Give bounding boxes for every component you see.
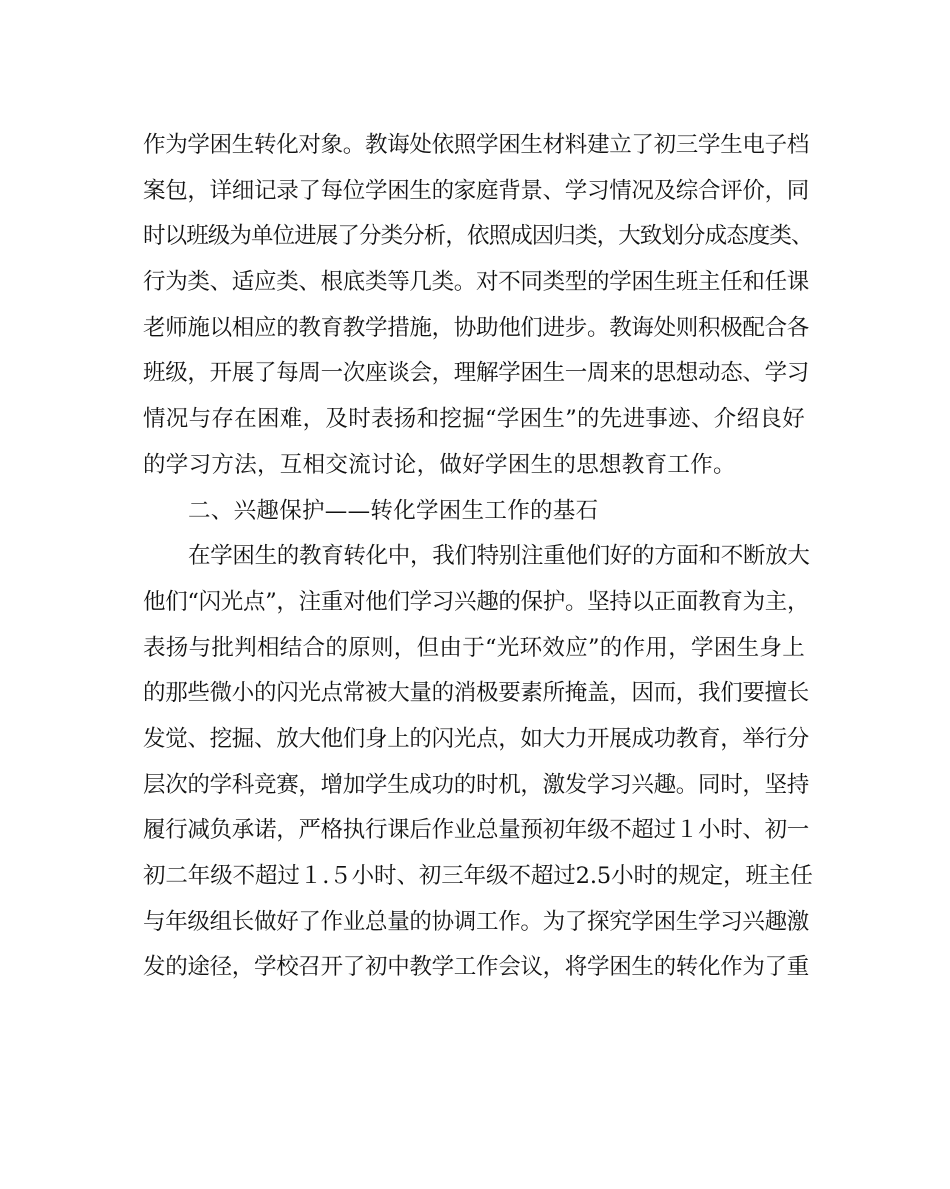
section-heading: 二、兴趣保护——转化学困生工作的基石 — [188, 497, 599, 524]
text-line: 层次的学科竞赛，增加学生成功的时机，激发学习兴趣。同时，坚持 — [143, 771, 810, 798]
text-line: 老师施以相应的教育教学措施，协助他们进步。教诲处则积极配合各 — [143, 314, 810, 341]
text-line: 表扬与批判相结合的原则，但由于“光环效应”的作用，学困生身上 — [143, 634, 806, 661]
text-line: 的那些微小的闪光点常被大量的消极要素所掩盖，因而，我们要擅长 — [143, 680, 810, 707]
body-text — [143, 123, 813, 991]
text-line: 初二年级不超过１.５小时、初三年级不超过2.5小时的规定，班主任 — [143, 863, 813, 889]
text-line: 情况与存在困难，及时表扬和挖掘“学困生”的先进事迹、介绍良好 — [143, 406, 806, 433]
text-line: 作为学困生转化对象。教诲处依照学困生材料建立了初三学生电子档 — [143, 132, 810, 158]
text-line: 时以班级为单位进展了分类分析，依照成因归类，大致划分成态度类、 — [143, 223, 813, 250]
text-line: 在学困生的教育转化中，我们特别注重他们好的方面和不断放大 — [188, 543, 810, 570]
text-line: 发觉、挖掘、放大他们身上的闪光点，如大力开展成功教育，举行分 — [143, 725, 810, 752]
text-line: 的学习方法，互相交流讨论，做好学困生的思想教育工作。 — [143, 451, 736, 478]
text-line: 班级，开展了每周一次座谈会，理解学困生一周来的思想动态、学习 — [143, 360, 810, 387]
text-line: 与年级组长做好了作业总量的协调工作。为了探究学困生学习兴趣激 — [143, 908, 810, 935]
text-line: 案包，详细记录了每位学困生的家庭背景、学习情况及综合评价，同 — [143, 177, 810, 204]
text-line: 行为类、适应类、根底类等几类。对不同类型的学困生班主任和任课 — [143, 269, 810, 296]
text-line: 他们“闪光点”，注重对他们学习兴趣的保护。坚持以正面教育为主， — [143, 588, 810, 615]
text-line: 履行减负承诺，严格执行课后作业总量预初年级不超过１小时、初一 — [143, 817, 810, 844]
text-line: 发的途径，学校召开了初中教学工作会议，将学困生的转化作为了重 — [143, 954, 810, 981]
